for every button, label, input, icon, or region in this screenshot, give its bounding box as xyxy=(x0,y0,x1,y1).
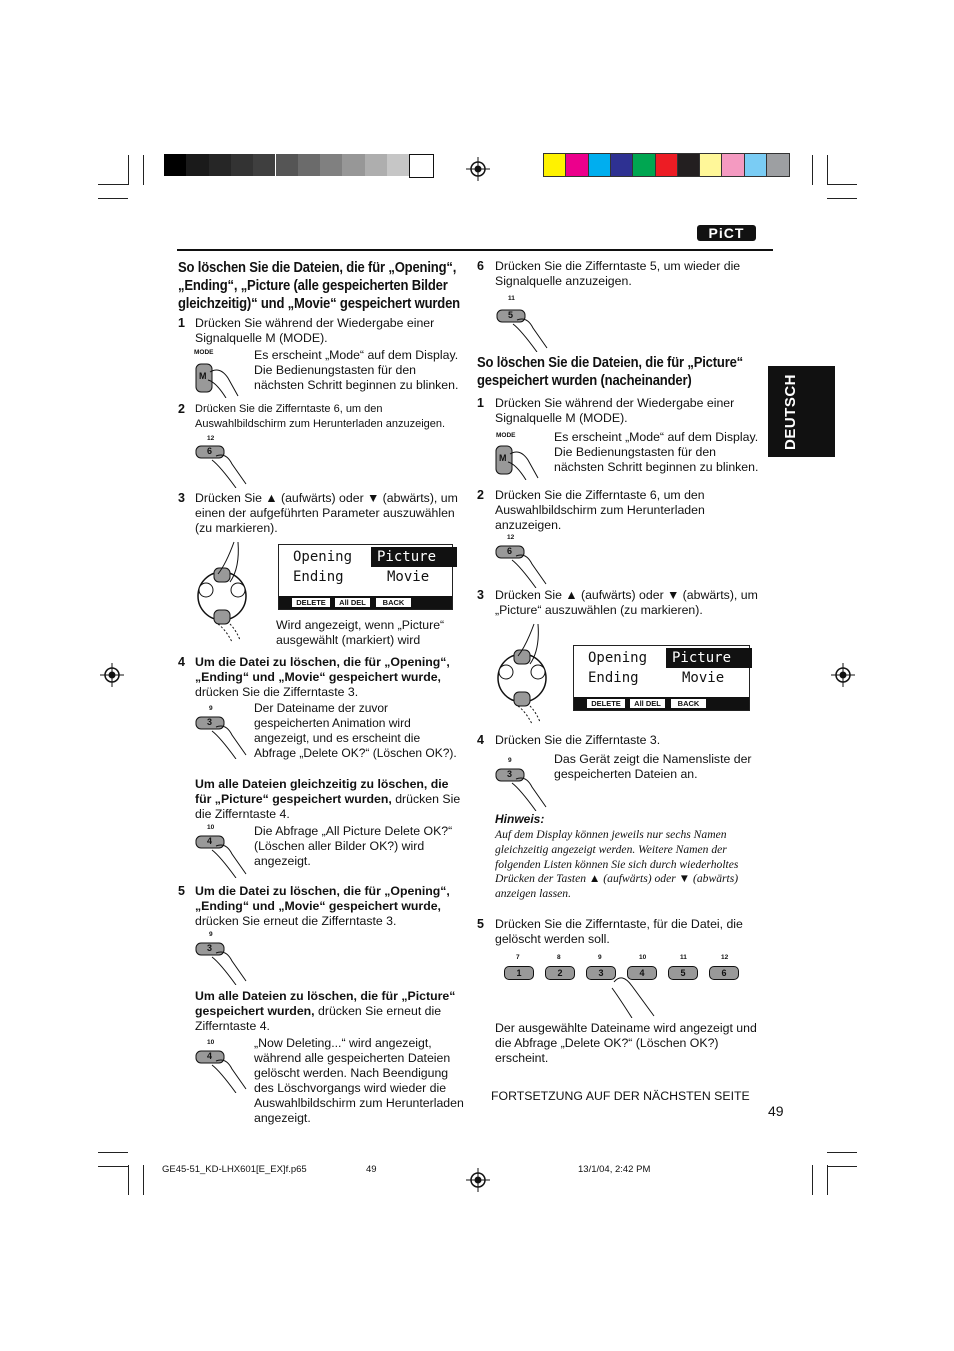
step-number: 6 xyxy=(477,259,484,273)
crop-mark xyxy=(827,198,857,199)
step-number: 1 xyxy=(178,316,185,330)
continue-note: FORTSETZUNG AUF DER NÄCHSTEN SEITE xyxy=(491,1089,750,1103)
crop-mark xyxy=(827,1152,857,1153)
lcd-display xyxy=(573,645,750,711)
number-key-label: 3 xyxy=(207,717,213,727)
number-key-label: 4 xyxy=(207,1051,213,1061)
footer-page: 49 xyxy=(366,1164,377,1175)
number-key-label: 6 xyxy=(507,546,513,556)
display-caption: Wird angezeigt, wenn „Picture“ ausgewählt (markiert) wird xyxy=(276,618,445,647)
number-key-4: 4 xyxy=(627,966,657,980)
number-key-3: 3 xyxy=(586,966,616,980)
lcd-back-button: BACK xyxy=(376,598,411,607)
lcd-delete-button: DELETE xyxy=(292,598,330,607)
crop-mark xyxy=(812,1165,813,1195)
key-caption: 12 xyxy=(721,954,729,961)
step-number: 2 xyxy=(178,402,185,416)
key-caption: 12 xyxy=(207,435,215,442)
crop-mark xyxy=(98,1166,128,1167)
crop-mark xyxy=(128,1165,129,1195)
gray-swatch xyxy=(365,154,387,176)
step-number: 3 xyxy=(477,588,484,602)
lcd-picture-highlighted: Picture xyxy=(666,648,752,668)
number-key-label: 3 xyxy=(507,769,513,779)
key-caption: 11 xyxy=(680,954,687,961)
key-caption: 9 xyxy=(508,757,512,764)
lcd-alldel-button: All DEL xyxy=(630,699,665,708)
key-caption: 10 xyxy=(639,954,647,961)
gray-swatch xyxy=(231,154,253,176)
cursor-pad-illustration xyxy=(496,620,566,724)
step-text: Drücken Sie die Zifferntaste, für die Datei, die gelöscht werden soll. xyxy=(495,917,743,946)
side-tab-label: DEUTSCH xyxy=(782,373,799,450)
number-key-illustration xyxy=(194,715,250,764)
number-key-label: 6 xyxy=(207,446,213,456)
crop-mark xyxy=(827,1165,828,1195)
color-swatch xyxy=(544,154,566,176)
step-number: 3 xyxy=(178,491,185,505)
step-text: Drücken Sie während der Wiedergabe einer Signalquelle M (MODE). xyxy=(495,396,735,425)
lcd-opening: Opening xyxy=(293,549,353,565)
finger-illustration xyxy=(610,974,660,1018)
crop-mark xyxy=(812,155,813,185)
crop-mark xyxy=(827,184,857,185)
step-text: Drücken Sie die Zifferntaste 6, um den Auswahlbildschirm zum Herunterladen anzuzeigen. xyxy=(495,488,705,532)
lcd-picture-highlighted: Picture xyxy=(371,547,457,567)
key-caption: 7 xyxy=(516,954,520,961)
step-note: Die Abfrage „All Picture Delete OK?“ (Löschen aller Bilder OK?) wird angezeigt. xyxy=(254,824,453,868)
key-caption: 8 xyxy=(557,954,561,961)
step-note: „Now Deleting...“ wird angezeigt, während alle gespeicherten Dateien gelöscht werden. Nach Beendigung des Löschvorgangs wird wieder die Auswahlbildschirm zum Herunterladen angezeigt. xyxy=(254,1036,464,1125)
key-caption: MODE xyxy=(194,349,214,356)
step-text: Drücken Sie die Zifferntaste 3. xyxy=(495,733,661,747)
key-caption: 10 xyxy=(207,1039,215,1046)
hint-title: Hinweis: xyxy=(495,812,545,826)
step-text: Um die Datei zu löschen, die für „Opening“, „Ending“ und „Movie“ gespeichert wurde, drücken Sie die Zifferntaste 3. xyxy=(195,655,450,699)
crop-mark xyxy=(143,1165,144,1195)
step-text: Drücken Sie die Zifferntaste 5, um wieder die Signalquelle anzuzeigen. xyxy=(495,259,741,288)
crop-mark xyxy=(128,155,129,185)
number-key-2: 2 xyxy=(545,966,575,980)
gray-swatch xyxy=(209,154,231,176)
key-caption: 12 xyxy=(507,534,515,541)
gray-swatch xyxy=(253,154,275,176)
key-caption: 9 xyxy=(209,705,213,712)
key-caption: 10 xyxy=(207,824,215,831)
color-swatch xyxy=(589,154,611,176)
lcd-back-button: BACK xyxy=(671,699,706,708)
lcd-ending: Ending xyxy=(588,670,639,686)
footer-file: GE45-51_KD-LHX601[E_EX]f.p65 xyxy=(162,1164,307,1175)
step-note: Das Gerät zeigt die Namensliste der gespeicherten Dateien an. xyxy=(554,752,752,781)
number-key-illustration xyxy=(194,444,250,493)
lcd-movie: Movie xyxy=(387,569,430,585)
number-key-label: 3 xyxy=(207,943,213,953)
mode-key-illustration xyxy=(494,440,544,485)
key-caption: 9 xyxy=(598,954,602,961)
key-caption: 9 xyxy=(209,931,213,938)
color-swatch xyxy=(745,154,767,176)
lcd-delete-button: DELETE xyxy=(587,699,625,708)
step-note: Der ausgewählte Dateiname wird angezeigt und die Abfrage „Delete OK?“ (Löschen OK?) erscheint. xyxy=(495,1021,757,1065)
step-text: Um alle Dateien zu löschen, die für „Picture“ gespeichert wurden, drücken Sie erneut die Zifferntaste 4. xyxy=(195,989,456,1033)
color-swatch xyxy=(722,154,744,176)
crop-mark xyxy=(98,198,128,199)
step-text: Um die Datei zu löschen, die für „Opening“, „Ending“ und „Movie“ gespeichert wurde, drücken Sie erneut die Zifferntaste 3. xyxy=(195,884,450,928)
step-text: Drücken Sie während der Wiedergabe einer Signalquelle M (MODE). xyxy=(195,316,435,345)
lcd-button-bar xyxy=(574,697,749,710)
number-key-1: 1 xyxy=(504,966,534,980)
gray-swatch xyxy=(387,154,409,176)
step-note: Es erscheint „Mode“ auf dem Display. Die Bedienungstasten für den nächsten Schritt beginnen zu blinken. xyxy=(554,430,759,474)
gray-swatch xyxy=(276,154,298,176)
number-key-label: 4 xyxy=(207,836,213,846)
key-caption: 11 xyxy=(508,295,515,302)
hint-text: Auf dem Display können jeweils nur sechs Namen gleichzeitig angezeigt werden. Weitere Namen der folgenden Listen können Sie sich durch wiederholtes Drücken der Tasten ▲ (aufwärts) oder ▼ (abwärts) anzeigen lassen. xyxy=(495,828,739,901)
section-heading: So löschen Sie die Dateien, die für „Opening“, „Ending“, „Picture (alle gespeicherten Bilder gleichzeitig)“ und „Movie“ gespeichert wurden xyxy=(178,260,460,312)
side-tab xyxy=(768,366,835,457)
step-number: 5 xyxy=(178,884,185,898)
number-key-5: 5 xyxy=(668,966,698,980)
step-text: Um alle Dateien gleichzeitig zu löschen, die für „Picture“ gespeichert wurden, drücken Sie die Zifferntaste 4. xyxy=(195,777,461,821)
section-heading: So löschen Sie die Dateien, die für „Picture“ gespeichert wurden (nacheinander) xyxy=(477,355,744,389)
registration-mark-icon xyxy=(466,1168,490,1192)
gray-swatch xyxy=(164,154,186,176)
step-number: 4 xyxy=(477,733,484,747)
lcd-button-bar xyxy=(279,596,452,609)
color-swatch xyxy=(611,154,633,176)
lcd-display xyxy=(278,544,453,610)
crop-mark xyxy=(98,1152,128,1153)
lcd-alldel-button: All DEL xyxy=(335,598,370,607)
number-key-illustration xyxy=(494,767,550,816)
header-rule xyxy=(177,249,773,251)
step-note: Der Dateiname der zuvor gespeicherten Animation wird angezeigt, und es erscheint die Abfrage „Delete OK?“ (Löschen OK?). xyxy=(254,701,457,760)
step-number: 4 xyxy=(178,655,185,669)
step-number: 2 xyxy=(477,488,484,502)
color-swatch xyxy=(678,154,700,176)
number-key-illustration xyxy=(194,1049,250,1098)
cursor-pad-illustration xyxy=(196,538,266,642)
crop-mark xyxy=(143,155,144,185)
registration-mark-icon xyxy=(100,663,124,687)
lcd-movie: Movie xyxy=(682,670,725,686)
step-number: 1 xyxy=(477,396,484,410)
registration-mark-icon xyxy=(831,663,855,687)
key-caption: MODE xyxy=(496,432,516,439)
gray-swatch xyxy=(320,154,342,176)
color-swatch xyxy=(700,154,722,176)
mode-key-label: M xyxy=(199,371,207,381)
color-swatch xyxy=(566,154,588,176)
gray-swatch xyxy=(409,154,433,178)
number-key-6: 6 xyxy=(709,966,739,980)
mode-key-illustration xyxy=(194,358,244,403)
color-swatch xyxy=(767,154,789,176)
gray-swatch xyxy=(186,154,208,176)
registration-mark-icon xyxy=(466,157,490,181)
lcd-ending: Ending xyxy=(293,569,344,585)
gray-swatch xyxy=(342,154,364,176)
crop-mark xyxy=(827,1166,857,1167)
number-key-illustration xyxy=(494,544,550,593)
crop-mark xyxy=(827,155,828,185)
step-text: Drücken Sie die Zifferntaste 6, um den Auswahlbildschirm zum Herunterladen anzuzeigen. xyxy=(195,403,446,430)
number-key-illustration xyxy=(194,834,250,883)
step-text: Drücken Sie ▲ (aufwärts) oder ▼ (abwärts), um „Picture“ auszuwählen (zu markieren). xyxy=(495,588,758,617)
pict-logo: PiCT xyxy=(697,225,756,241)
mode-key-label: M xyxy=(499,453,507,463)
number-key-label: 5 xyxy=(508,310,514,320)
lcd-opening: Opening xyxy=(588,650,648,666)
step-note: Es erscheint „Mode“ auf dem Display. Die Bedienungstasten für den nächsten Schritt beginnen zu blinken. xyxy=(254,348,459,392)
gray-swatch xyxy=(298,154,320,176)
step-number: 5 xyxy=(477,917,484,931)
step-text: Drücken Sie ▲ (aufwärts) oder ▼ (abwärts), um einen der aufgeführten Parameter auszuwählen (zu markieren). xyxy=(195,491,458,535)
number-key-illustration xyxy=(495,308,551,357)
color-swatch xyxy=(633,154,655,176)
number-key-illustration xyxy=(194,941,250,990)
page-number: 49 xyxy=(768,1103,784,1119)
crop-mark xyxy=(98,184,128,185)
color-swatch xyxy=(656,154,678,176)
footer-date: 13/1/04, 2:42 PM xyxy=(578,1164,651,1175)
